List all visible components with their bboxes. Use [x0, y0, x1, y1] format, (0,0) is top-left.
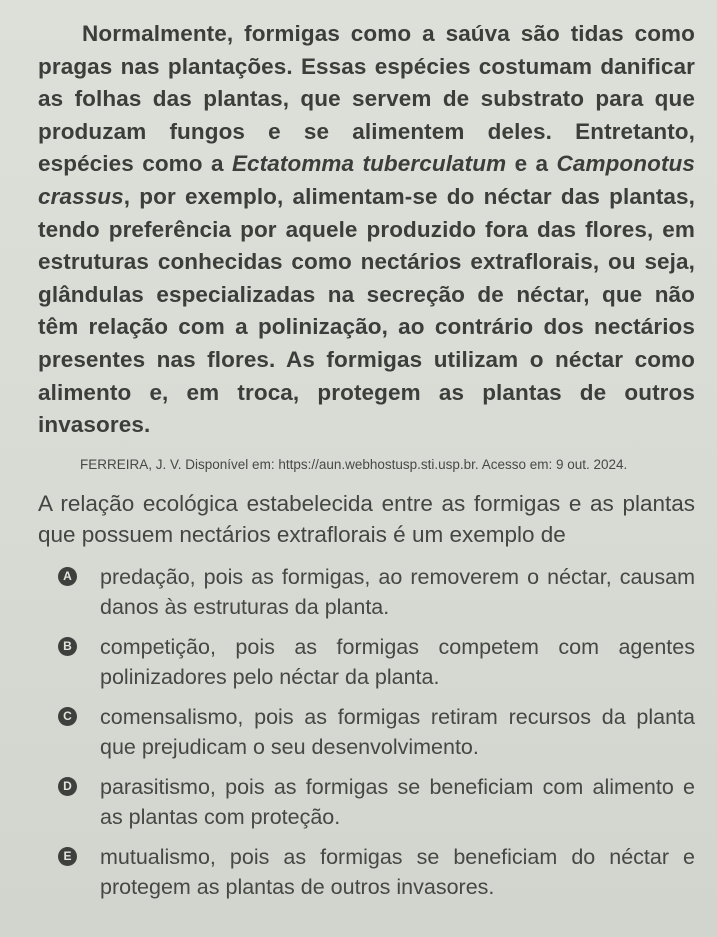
species-name-1: Ectatomma tuberculatum — [231, 151, 507, 177]
passage-text-3: , por exemplo, alimentam-se do néctar das plantas, tendo preferência por aquele produzido fora das flores, em estruturas conhecidas como nectários extraflorais, ou seja, glândulas especializadas na secreção de néctar, que não têm relação com a polinização, ao contrário dos nectários presentes nas flores. As formigas utilizam o néctar como alimento e, em troca, protegem as plantas de outros invasores. — [38, 183, 695, 438]
option-b-letter-badge: B — [58, 637, 77, 656]
option-e-letter-badge: E — [58, 847, 77, 866]
option-b[interactable] — [38, 632, 695, 692]
option-d-text: parasitismo, pois as formigas se beneficiam com alimento e as plantas com proteção. — [100, 774, 695, 829]
source-citation: FERREIRA, J. V. Disponível em: https://aun.webhostusp.sti.usp.br. Acesso em: 9 out. 2024. — [80, 456, 628, 472]
option-a-text: predação, pois as formigas, ao removerem o néctar, causam danos às estruturas da planta. — [100, 564, 695, 619]
option-d[interactable] — [38, 772, 695, 832]
passage-text-2: e a — [506, 151, 557, 177]
answer-options — [38, 562, 695, 902]
option-a-letter-badge: A — [58, 567, 77, 586]
species-name-2: Camponotus crassus — [38, 151, 695, 209]
option-a[interactable] — [38, 562, 695, 622]
option-e-text: mutualismo, pois as formigas se beneficiam do néctar e protegem as plantas de outros invasores. — [100, 844, 695, 899]
option-b-text: competição, pois as formigas competem com agentes polinizadores pelo néctar da planta. — [100, 634, 695, 689]
option-c-letter-badge: C — [58, 707, 77, 726]
option-c[interactable] — [38, 702, 695, 762]
option-d-letter-badge: D — [58, 777, 77, 796]
option-e[interactable] — [38, 842, 695, 902]
reading-passage — [38, 18, 695, 442]
option-c-text: comensalismo, pois as formigas retiram recursos da planta que prejudicam o seu desenvolvimento. — [100, 704, 695, 759]
question-stem: A relação ecológica estabelecida entre as formigas e as plantas que possuem nectários extraflorais é um exemplo de — [38, 490, 695, 547]
passage-text-1: Normalmente, formigas como a saúva são tidas como pragas nas plantações. Essas espécies costumam danificar as folhas das plantas, que servem de substrato para que produzam fungos e se alimentem deles. Entretanto, espécies como a — [38, 21, 695, 177]
